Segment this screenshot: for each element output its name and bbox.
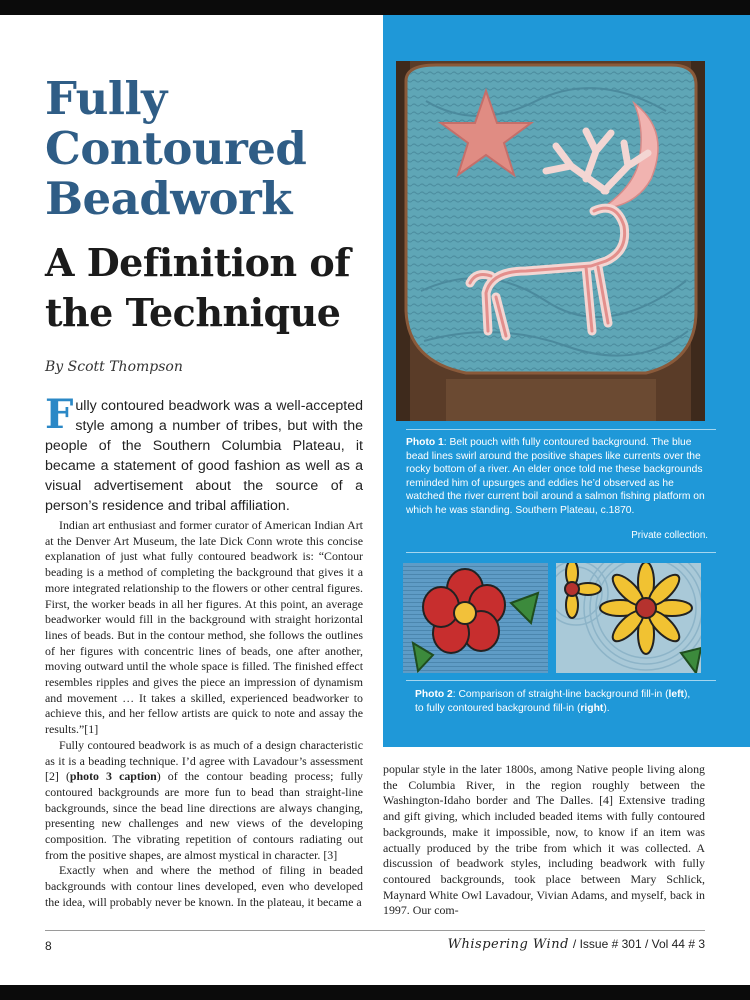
subtitle-line-2: the Technique <box>45 290 341 335</box>
footer-divider <box>45 930 705 931</box>
byline: By Scott Thompson <box>45 359 183 375</box>
body-paragraph: Exactly when and where the method of filing in beaded backgrounds with contour lines developed, even who developed the idea, will probably never be known. In the plateau, it became a <box>45 863 363 909</box>
title-line-3: Beadwork <box>45 172 292 225</box>
photo-3-reference: photo 3 caption <box>69 769 157 784</box>
drop-cap: F <box>45 391 74 438</box>
straight-line-beadwork-illustration <box>403 563 548 673</box>
body-paragraph: popular style in the later 1800s, among Native people living along the Columbia River, in the region roughly between the Washington-Idaho border and The Dalles. [4] Extensive trading and gift giving, which included beaded items with fully contoured backgrounds, make it impossible, now, to know if an item was actually produced by the tribe from which it was collected. A discussion of beadwork styles, including beadwork with fully contoured backgrounds, took place between Mary Schlick, Maynard White Owl Lavadour, Vivian Adams, and myself, back in 1997. Our com- <box>383 762 705 918</box>
photo-1-belt-pouch <box>396 61 705 421</box>
photo-1-label: Photo 1 <box>406 437 444 448</box>
photo-1-caption: Photo 1: Belt pouch with fully contoured background. The blue bead lines swirl around the positive shapes like currents over the rocky bottom of a river. An elder once told me these backgrounds reminded him of upsurges and eddies he’d observed as he watched the river current boil around a salmon fishing platform on which he was standing. Southern Plateau, c.1870. <box>406 437 705 516</box>
top-black-bar <box>0 0 750 15</box>
article-title <box>45 74 365 224</box>
subtitle-line-1: A Definition of <box>45 240 351 285</box>
bottom-black-bar <box>0 985 750 1000</box>
contoured-beadwork-illustration <box>556 563 701 673</box>
body-column-right <box>383 762 705 919</box>
caption-divider <box>406 429 716 430</box>
photo-1-credit: Private collection. <box>631 530 708 541</box>
body-paragraph: Fully contoured beadwork is as much of a design characteristic as it is a beading technique. I’d agree with Lavadour’s assessment [2] (photo 3 caption) of the contour beading process; fully contoured backgrounds are more fun to bead than straight-line backgrounds, since the bead line directions are always changing, presenting new challenges and new views of the developing composition. The vibrating repetition of contours radiating out from the positive shapes, are almost mystical in character. [3] <box>45 737 363 862</box>
body-paragraph: Indian art enthusiast and former curator of American Indian Art at the Denver Art Museum, the late Dick Conn wrote this concise explanation of just what fully contoured beadwork is: “Contour beading is a method of completing the background that gives it a more integrated relationship to the flowers or other central figures. First, the worker beads in all her figures. At this point, an average beadworker would fill in the background with straight horizontal lines of beads. But in the contour method, she follows the outlines of her figures with concentric lines of beads, one after another, moving outward until the whole space is filled. The finished effect resembles ripples and gives the piece an impression of dynamism and movement … It takes a skilled, experienced beadworker to achieve this, and her fellow artists are quick to note and assay the results.”[1] <box>45 518 363 737</box>
lead-text: ully contoured beadwork was a well-accepted style among a number of tribes, but with the people of the Southern Columbia Plateau, it became a statement of good fashion as well as a visual advertisement about the source of a person’s residence and tribal affiliation. <box>45 398 363 514</box>
page-number: 8 <box>45 939 52 953</box>
caption-divider <box>406 680 716 681</box>
caption-divider <box>406 552 716 553</box>
magazine-name: Whispering Wind <box>447 937 569 952</box>
belt-pouch-illustration <box>396 61 705 421</box>
photo-2-contoured-fill <box>556 563 701 673</box>
title-line-1: Fully <box>45 72 167 125</box>
footer-issue-info <box>448 937 705 952</box>
issue-number: / Issue # 301 / Vol 44 # 3 <box>572 937 705 951</box>
photo-2-caption: Photo 2: Comparison of straight-line background fill-in (left), to fully contoured background fill-in (right). <box>415 689 691 714</box>
photo-2-straight-line-fill <box>403 563 548 673</box>
photo-2-label: Photo 2 <box>415 689 453 700</box>
body-column-left <box>45 518 363 911</box>
article-subtitle <box>45 238 375 338</box>
lead-paragraph <box>45 391 363 516</box>
title-line-2: Contoured <box>45 122 307 175</box>
